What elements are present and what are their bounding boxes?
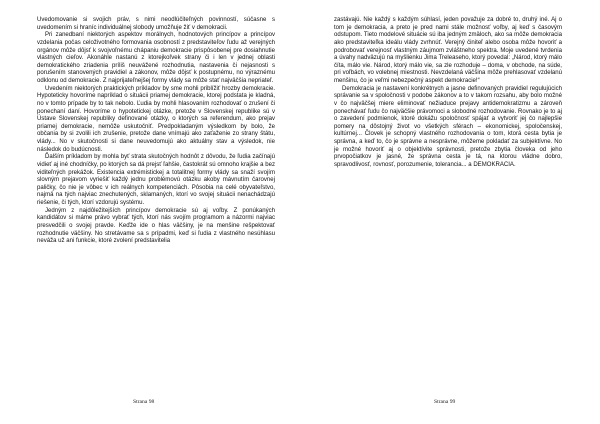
paragraph: Pri zanedbaní niektorých aspektov morálnych, hodnotových princípov a princípov vzdelania počas celoživotného formovania osobností z predstaviteľov ľudu až verejných orgánov môže dôjsť k svojvoľnému chápaniu demokracie prispôsobenej pre dosiahnutie vlastných cieľov. Akonáhle nastanú z ktorejkoľvek strany či i len v jednej oblasti demokratického zriadenia príliš neuvážené rozhodnutia, nastavenia či nejasnosti s porušením stanovených pravidiel a zákonov, môže dôjsť k postupnému, no výraznému odklonu od demokracie. Z najprijateľnejšej formy vlády sa môže stať najväčšia nepriateľ. — [37, 32, 275, 84]
paragraph: Jedným z najdôležitejších princípov demokracie sú aj voľby. Z ponúkaných kandidátov si máme právo vybrať tých, ktorí nás svojím programom a názormi najviac presvedčili o svojej pravde. Keďže ide o hlas väčšiny, je na menšine rešpektovať rozhodnutie väčšiny. No stretávame sa s prípadmi, keď si ľudia z vlastného nesúhlasu neváža už ani funkcie, ktoré zvolení predstavitelia — [37, 207, 275, 245]
paragraph: Uvedením niektorých praktických príkladov by sme mohli priblížiť hrozby demokracie. Hypoteticky hovoríme napríklad o situácii priamej demokracie, ktorej podstata je kladná, no v tomto prípade by to tak nebolo. Ľudia by mohli hlasovaním rozhodovať o zrušení či ponechaní daní. Hovoríme o hypotetickej otázke, pretože v Slovenskej republike sú v Ústave Slovenskej republiky definované otázky, o ktorých sa referendum, ako prejav priamej demokracie, nemôže uskutočniť. Predpokladaným výsledkom by bolo, že občania by si zvolili ich zrušenie, pretože dane vnímajú ako zaťaženie zo strany štátu, vlády... No v skutočnosti si dane neuvedomujú ako aktuálny stav a výsledok, nie následok do budúcnosti. — [37, 85, 275, 153]
page-number: Strana 99 — [434, 399, 456, 405]
right-page-body — [334, 17, 562, 170]
paragraph: zastávajú. Nie každý s každým súhlasí, jeden považuje za dobré to, druhý iné. Aj o tom je demokracia, a preto je pred nami stále možnosť voľby, aj keď s časovým odstupom. Tieto modelové situácie sú iba jedným zmäloch, ako sa môže demokracia ako predstaviteľka ideálu vlády zvrhnúť. Verejný činiteľ alebo osoba môže hovoriť a podrobovať verejnosť vlastným záujmom zvláštneho spektra. Moje uvedené tvrdenia a úvahy nadväzujú na myšlienku Jima Treleaseho, ktorý povedal: „Národ, ktorý málo číta, málo vie. Národ, ktorý málo vie, sa zle rozhoduje – doma, v obchode, na súde, pri voľbách, vo volebnej miestnosti. Nevzdelaná väčšina môže prehlasovať vzdelanú menšinu, čo je veľmi nebezpečný aspekt demokracie!“ — [334, 17, 562, 84]
paragraph: Demokracia je nastavení konkrétnych a jasne definovaných pravidiel regulujúcich správanie sa v spoločnosti v podobe zákonov a to v takom rozsahu, aby bolo možné v čo najväčšej miere eliminovať nežiaduce prejavy antidemokratizmu a zároveň ponechávať ľudu čo najväčšie právomoci a slobodné rozhodovanie. Rovnako je to aj o zavedení podmienok, ktoré dokážu spoločnosť spájať a vytvoriť jej čo najlepšie pomery na dôstojný život vo všetkých sférach – ekonomickej, spoločenskej, kultúrnej... Človek je schopný vlastného rozhodovania o tom, ktorá cesta bytia je správna, a keď to, čo je správne a nesprávne, môžeme pokladať za subjektívne. No je možné hovoriť aj o objektívite správnosti, pretože zbytia človeka od jeho prvopočiatkov je jasné, že správna cesta je tá, na ktorou vládne dobro, spravodlivosť, rovnosť, porozumenie, tolerancia... a DEMOKRACIA. — [334, 85, 562, 168]
right-page — [300, 0, 600, 424]
page-number: Strana 98 — [133, 399, 155, 405]
paragraph: Ďalším príkladom by mohla byť strata skutočných hodnôt z dôvodu, že ľudia začínajú vidieť aj iné chodníčky, po ktorých sa dá prejsť ľahšie, častokrát sú omnoho krajšie a bez viditeľných prekážok. Existencia extrémistickej a totalitnej formy vlády sa snaží svojím slovným prejavom vyriešiť každý jednu problémovú otázku akoby mávnutím čarovnej paličky, čo nie je vôbec v ich reálnych kompetenciách. Pôsobia na celé obyvateľstvo, najmä na tých najviac znechutených, sklamaných, ktorí vo svojej situácii nenachádzajú riešenie, či tých, ktorí vzdorujú systému. — [37, 154, 275, 206]
paragraph: Uvedomovanie si svojich práv, s nimi neodlúčiteľných povinností, súčasne s uvedomením si hraníc individuálnej slobody umožňuje žiť v demokracii. — [37, 17, 275, 31]
left-page-body — [37, 17, 275, 246]
